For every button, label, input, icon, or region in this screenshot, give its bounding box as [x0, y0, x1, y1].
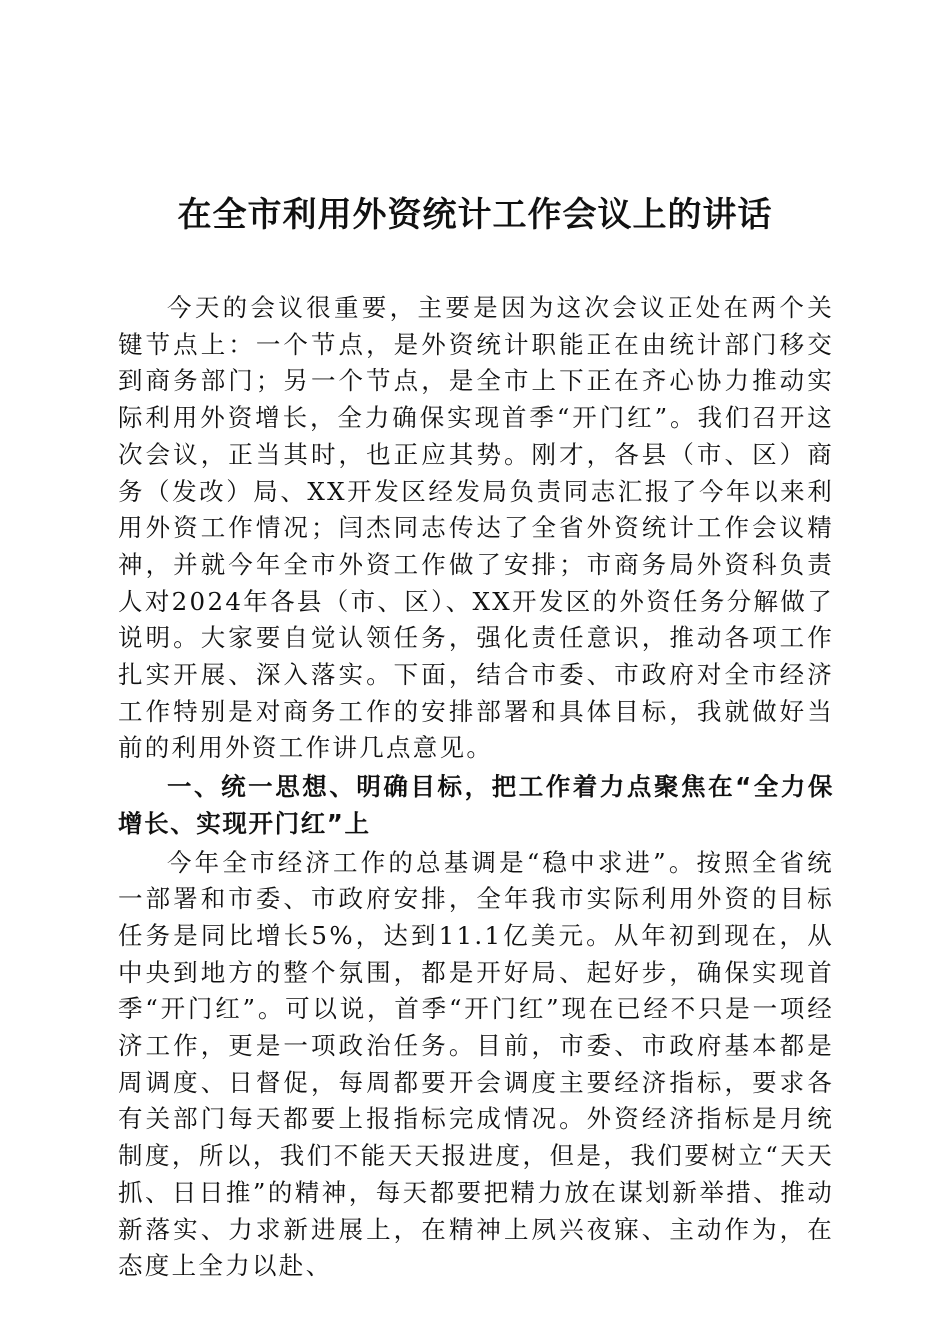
document-title: 在全市利用外资统计工作会议上的讲话 — [177, 195, 773, 235]
section-heading: 一、统一思想、明确目标，把工作着力点聚焦在“全力保增长、实现开门红”上 — [118, 772, 834, 838]
section-paragraph: 今年全市经济工作的总基调是“稳中求进”。按照全省统一部署和市委、市政府安排，全年我市实际利用外资的目标任务是同比增长5%，达到11.1亿美元。从年初到现在，从中央到地方的整个氛围，都是开好局、起好步，确保实现首季“开门红”。可以说，首季“开门红”现在已经不只是一项经济工作，更是一项政治任务。目前，市委、市政府基本都是周调度、日督促，每周都要开会调度主要经济指标，要求各有关部门每天都要上报指标完成情况。外资经济指标是月统制度，所以，我们不能天天报进度，但是，我们要树立“天天抓、日日推”的精神，每天都要把精力放在谋划新举措、推动新落实、力求新进展上，在精神上夙兴夜寐、主动作为，在态度上全力以赴、 — [118, 847, 834, 1281]
document-body — [118, 290, 834, 1285]
intro-paragraph: 今天的会议很重要，主要是因为这次会议正处在两个关键节点上：一个节点，是外资统计职能正在由统计部门移交到商务部门；另一个节点，是全市上下正在齐心协力推动实际利用外资增长，全力确保实现首季“开门红”。我们召开这次会议，正当其时，也正应其势。刚才，各县（市、区）商务（发改）局、XX开发区经发局负责同志汇报了今年以来利用外资工作情况；闫杰同志传达了全省外资统计工作会议精神，并就今年全市外资工作做了安排；市商务局外资科负责人对2024年各县（市、区）、XX开发区的外资任务分解做了说明。大家要自觉认领任务，强化责任意识，推动各项工作扎实开展、深入落实。下面，结合市委、市政府对全市经济工作特别是对商务工作的安排部署和具体目标，我就做好当前的利用外资工作讲几点意见。 — [118, 293, 834, 763]
